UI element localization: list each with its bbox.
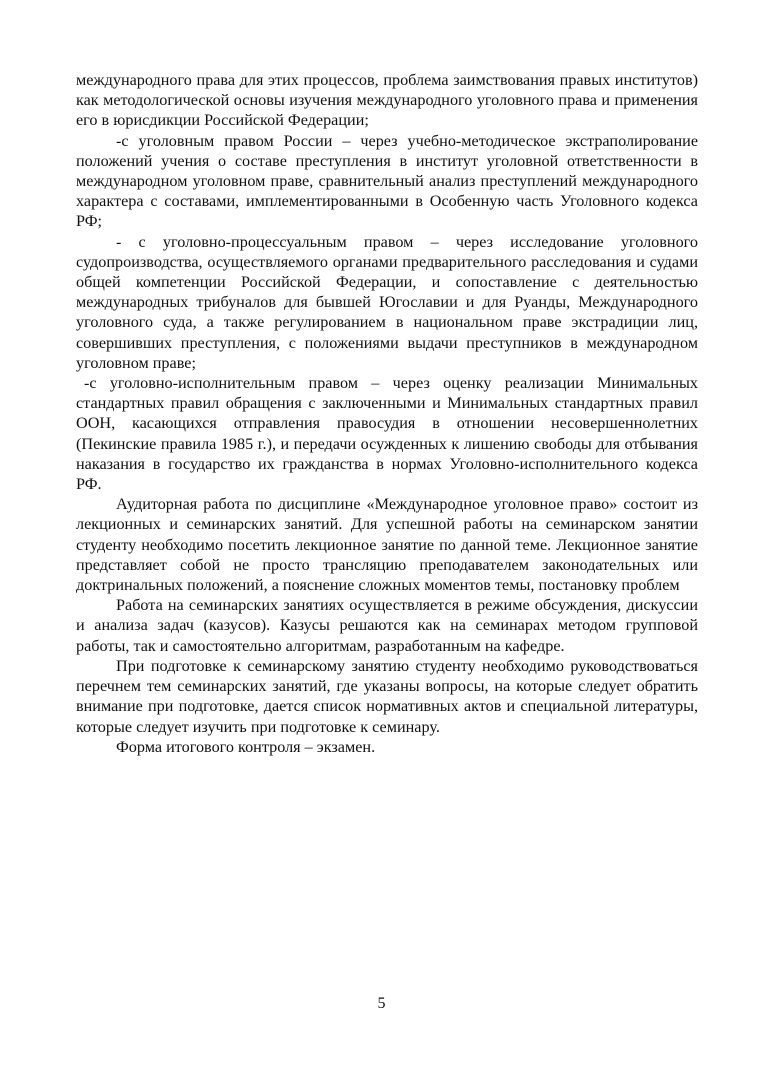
paragraph-continuation: международного права для этих процессов, проблема заимствования правых институтов) как методологической основы изучения международного уголовного права и применения его в юрисдикции Российской Федерации; [76, 71, 698, 130]
paragraph-seminar-work: Работа на семинарских занятиях осуществляется в режиме обсуждения, дискуссии и анализа задач (казусов). Казусы решаются как на семинарах методом групповой работы, так и самостоятельно алгоритмам, разработанным на кафедре. [76, 596, 698, 655]
paragraph-criminal-law: -с уголовным правом России – через учебно-методическое экстраполирование положений учения о составе преступления в институт уголовной ответственности в международном уголовном праве, сравнительный анализ преступлений международного характера с составами, имплементированными в Особенную часть Уголовного кодекса РФ; [76, 131, 698, 231]
page-body [76, 70, 698, 757]
paragraph-classroom-work: Аудиторная работа по дисциплине «Международное уголовное право» состоит из лекционных и семинарских занятий. Для успешной работы на семинарском занятии студенту необходимо посетить лекционное занятие по данной теме. Лекционное занятие представляет собой не просто трансляцию преподавателем законодательных или доктринальных положений, а пояснение сложных моментов темы, постановку проблем [76, 495, 698, 595]
paragraph-penal-law: -с уголовно-исполнительным правом – через оценку реализации Минимальных стандартных правил обращения с заключенными и Минимальных стандартных правил ООН, касающихся отправления правосудия в отношении несовершеннолетних (Пекинские правила 1985 г.), и передачи осужденных к лишению свободы для отбывания наказания в государство их гражданства в нормах Уголовно-исполнительного кодекса РФ. [76, 374, 698, 494]
paragraph-seminar-preparation: При подготовке к семинарскому занятию студенту необходимо руководствоваться перечнем тем семинарских занятий, где указаны вопросы, на которые следует обратить внимание при подготовке, дается список нормативных актов и специальной литературы, которые следует изучить при подготовке к семинару. [76, 656, 698, 736]
paragraph-final-control: Форма итогового контроля – экзамен. [116, 737, 376, 756]
page-number: 5 [377, 995, 386, 1012]
paragraph-criminal-procedure: - с уголовно-процессуальным правом – через исследование уголовного судопроизводства, осуществляемого органами предварительного расследования и судами общей компетенции Российской Федерации, и сопоставление с деятельностью международных трибуналов для бывшей Югославии и для Руанды, Международного уголовного суда, а также регулированием в национальном праве экстрадиции лиц, совершивших преступления, с положениями выдачи преступников в международном уголовном праве; [76, 232, 698, 372]
